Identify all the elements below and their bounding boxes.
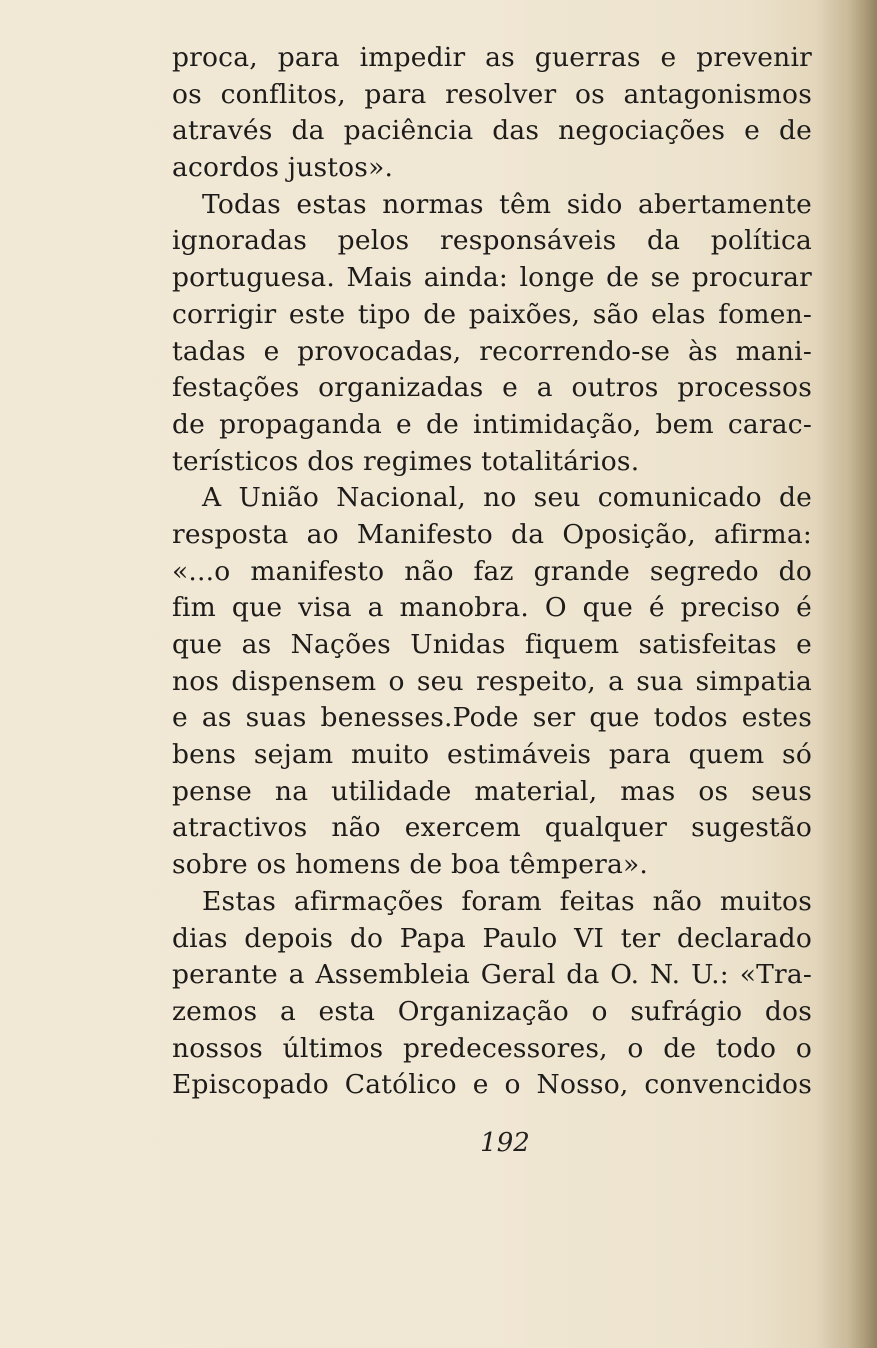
text-line: proca, para impedir as guerras e prevenir — [172, 42, 812, 73]
text-line: que as Nações Unidas fiquem satisfeitas e — [172, 629, 812, 660]
text-line: fim que visa a manobra. O que é preciso é — [172, 592, 812, 624]
text-line: festações organizadas e a outros processos — [172, 372, 812, 404]
text-line: sobre os homens de boa têmpera». — [172, 849, 649, 881]
text-line: «...o manifesto não faz grande segredo do — [172, 555, 812, 587]
text-line: corrigir este tipo de paixões, são elas fomen- — [172, 298, 812, 330]
text-line: através da paciência das negociações e de — [172, 115, 812, 147]
text-line: resposta ao Manifesto da Oposição, afirma: — [172, 518, 812, 550]
paragraph-start-line: Estas afirmações foram feitas não muitos — [202, 885, 812, 917]
text-line: dias depois do Papa Paulo VI ter declarado — [172, 922, 812, 954]
text-line: zemos a esta Organização o sufrágio dos — [172, 995, 812, 1027]
paragraph-start-line: A União Nacional, no seu comunicado de — [202, 482, 812, 514]
text-line: perante a Assembleia Geral da O. N. U.: «Tra- — [172, 959, 812, 991]
text-line: portuguesa. Mais ainda: longe de se procurar — [172, 262, 812, 294]
text-line: Episcopado Católico e o Nosso, convencidos — [172, 1069, 812, 1101]
text-line: e as suas benesses.Pode ser que todos estes — [172, 702, 812, 734]
text-line: terísticos dos regimes totalitários. — [172, 445, 640, 477]
paragraph-start-line: Todas estas normas têm sido abertamente — [202, 188, 812, 220]
text-line: os conflitos, para resolver os antagonismos — [172, 78, 812, 110]
text-line: nossos últimos predecessores, o de todo o — [172, 1032, 812, 1064]
body-text — [172, 40, 812, 1104]
text-line: tadas e provocadas, recorrendo-se às mani- — [172, 335, 812, 367]
text-line: pense na utilidade material, mas os seus — [172, 775, 812, 807]
text-line: ignoradas pelos responsáveis da política — [172, 225, 812, 257]
page-number: 192 — [480, 1128, 530, 1158]
text-line: atractivos não exercem qualquer sugestão — [172, 812, 812, 844]
page-edge-shadow — [847, 0, 877, 1348]
text-line: de propaganda e de intimidação, bem carac- — [172, 408, 812, 440]
text-line: acordos justos». — [172, 152, 394, 184]
text-line: bens sejam muito estimáveis para quem só — [172, 739, 812, 771]
text-line: nos dispensem o seu respeito, a sua simpatia — [172, 665, 812, 697]
